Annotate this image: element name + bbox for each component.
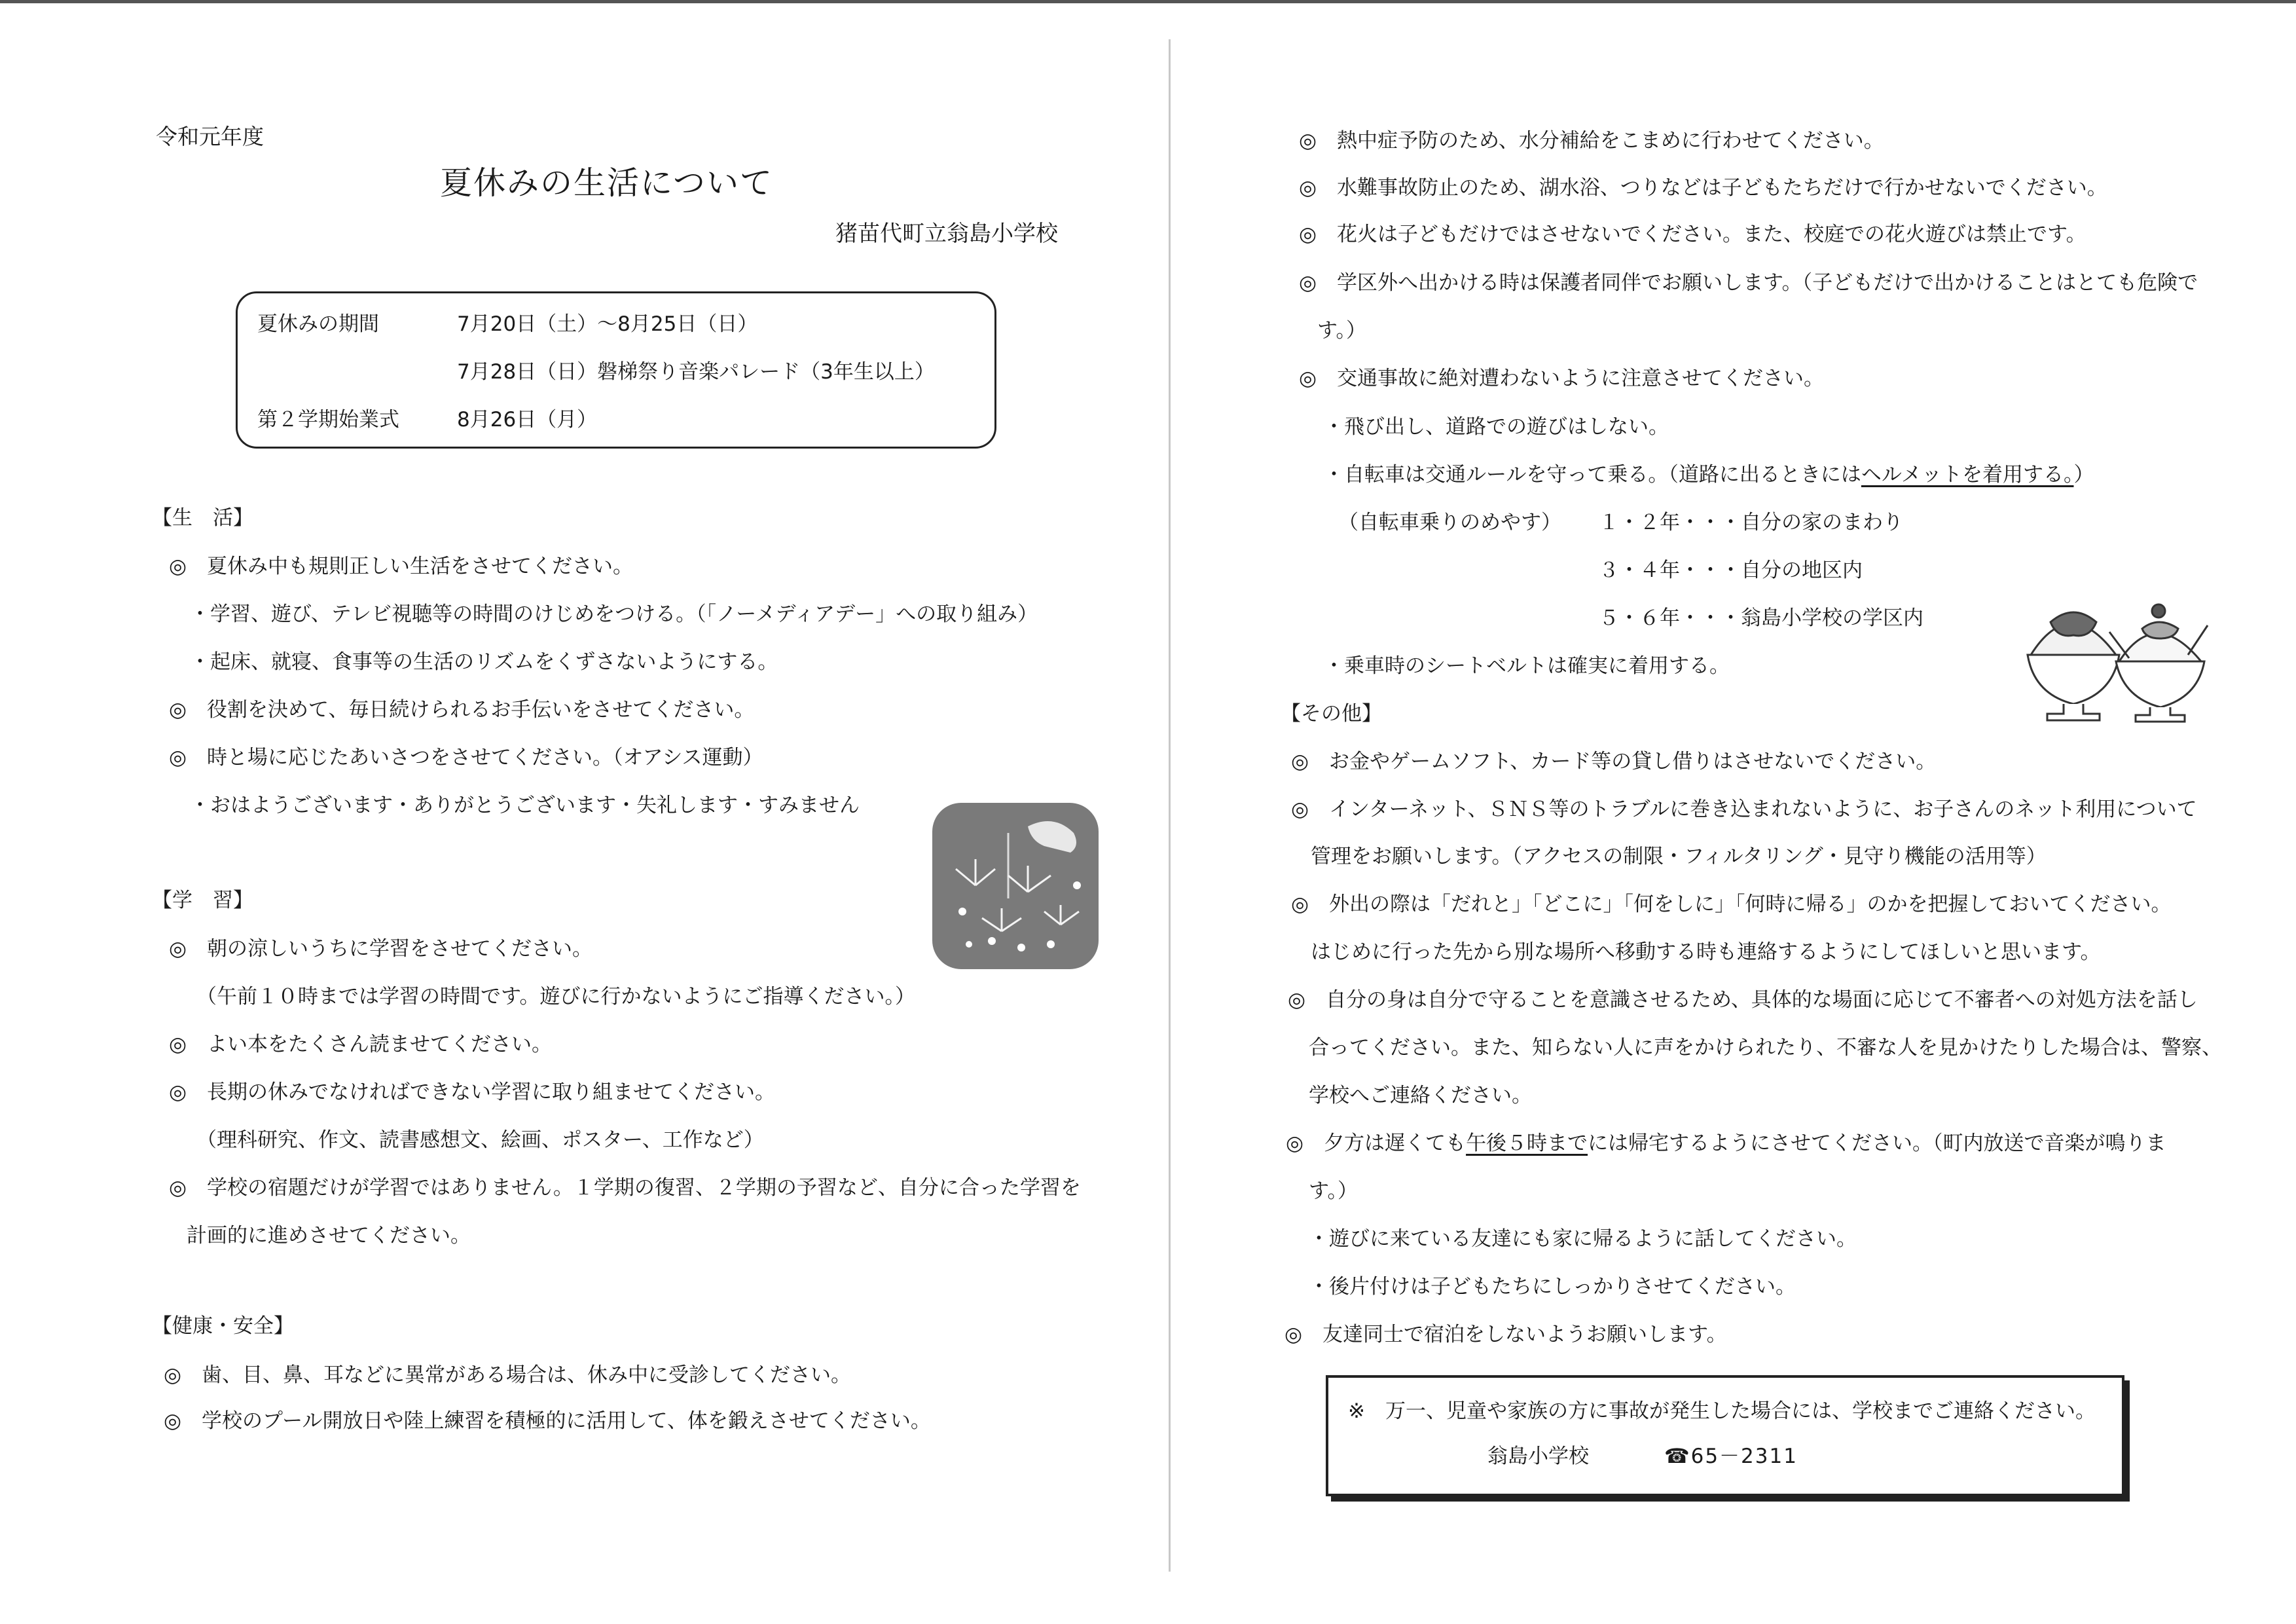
health-heading: 【健康・安全】 [152,1314,294,1338]
bike-guide-item: １・２年・・・自分の家のまわり [1599,511,1903,534]
safety-item: ・乗車時のシートベルトは確実に着用する。 [1324,654,1730,678]
other-item: はじめに行った先から別な場所へ移動する時も連絡するようにしてほしいと思います。 [1311,940,2101,964]
curfew-text-rest: には帰宅するようにさせてください。（町内放送で音楽が鳴りま [1588,1132,2166,1155]
curfew-text: ◎ 夕方は遅くても [1286,1132,1467,1155]
study-item: （午前１０時までは学習の時間です。遊びに行かないようにご指導ください。） [196,985,916,1008]
safety-item: ・飛び出し、道路での遊びはしない。 [1324,415,1669,439]
bowl-stand-right [2136,707,2185,722]
fireworks-illustration [930,800,1101,972]
cherry-icon [2152,604,2165,618]
safety-item: す。） [1317,319,1367,342]
era-label: 令和元年度 [156,124,264,149]
other-item: ◎ インターネット、ＳＮＳ等のトラブルに巻き込まれないように、お子さんのネット利用について [1291,798,2197,821]
period-value: 7月20日（土）～8月25日（日） [457,312,758,336]
other-heading: 【その他】 [1281,702,1382,726]
study-item: ◎ 朝の涼しいうちに学習をさせてください。 [169,937,593,961]
bowl-right [2116,661,2204,707]
life-heading: 【生 活】 [152,506,253,530]
safety-item: ◎ 花火は子どもだけではさせないでください。また、校庭での花火遊びは禁止です。 [1299,223,2086,246]
other-item: ・遊びに来ている友達にも家に帰るように話してください。 [1309,1227,1857,1251]
bike-guide-label: （自転車乗りのめやす） [1338,511,1561,534]
bike-rule-text: ・自転車は交通ルールを守って乗る。（道路に出るときには [1324,463,1861,487]
bowl-stand-left [2047,704,2100,720]
safety-item: ◎ 水難事故防止のため、湖水浴、つりなどは子どもたちだけで行かせないでください。 [1299,176,2107,200]
study-heading: 【学 習】 [152,889,253,912]
life-item: ・学習、遊び、テレビ視聴等の時間のけじめをつける。（「ノーメディアデー」への取り組み） [190,602,1038,626]
study-item: ◎ 長期の休みでなければできない学習に取り組ませてください。 [169,1080,776,1104]
other-item [1286,1134,2166,1154]
safety-item [1324,465,2094,485]
safety-item: ◎ 学区外へ出かける時は保護者同伴でお願いします。（子どもだけで出かけることはとても危険で [1299,271,2198,295]
bike-guide-item: ５・６年・・・翁島小学校の学区内 [1599,606,1923,630]
bike-rule-close: ） [2073,463,2094,487]
schedule-box [236,291,996,449]
document-title: 夏休みの生活について [440,164,774,202]
parade-value: 7月28日（日）磐梯祭り音楽パレード（3年生以上） [457,360,935,384]
study-item: ◎ よい本をたくさん読ませてください。 [169,1033,553,1056]
study-item: ◎ 学校の宿題だけが学習ではありません。１学期の復習、２学期の予習など、自分に合った学習を [169,1176,1081,1200]
other-item: ◎ お金やゲームソフト、カード等の貸し借りはさせないでください。 [1291,750,1937,773]
syrup-right [2142,622,2178,638]
syrup-left [2050,612,2096,636]
school-name: 猪苗代町立翁島小学校 [835,221,1058,247]
other-item: 学校へご連絡ください。 [1309,1084,1532,1107]
notice-text: ※ 万一、児童や家族の方に事故が発生した場合には、学校までご連絡ください。 [1348,1399,2096,1423]
life-item: ◎ 時と場に応じたあいさつをさせてください。（オアシス運動） [169,746,763,769]
other-item: ・後片付けは子どもたちにしっかりさせてください。 [1309,1275,1796,1299]
term-start-label: 第２学期始業式 [257,408,399,432]
study-item: （理科研究、作文、読書感想文、絵画、ポスター、工作など） [196,1128,764,1152]
other-item: 合ってください。また、知らない人に声をかけられたり、不審な人を見かけたりした場合は、警察、 [1309,1036,2222,1060]
notice-school: 翁島小学校 [1487,1445,1589,1468]
other-item: ◎ 自分の身は自分で守ることを意識させるため、具体的な場面に応じて不審者への対処方法を話し [1288,988,2198,1012]
emergency-notice-box [1326,1375,2124,1496]
safety-item: ◎ 熱中症予防のため、水分補給をこまめに行わせてください。 [1299,129,1884,153]
other-item: す。） [1309,1179,1358,1203]
term-start-value: 8月26日（月） [457,408,598,432]
life-item: ◎ 役割を決めて、毎日続けられるお手伝いをさせてください。 [169,698,755,722]
health-item: ◎ 歯、目、鼻、耳などに異常がある場合は、休み中に受診してください。 [164,1363,852,1387]
life-item: ・おはようございます・ありがとうございます・失礼します・すみません [190,794,860,817]
shaved-ice-illustration [2011,593,2221,733]
safety-item: ◎ 交通事故に絶対遭わないように注意させてください。 [1299,367,1825,390]
period-label: 夏休みの期間 [257,312,379,336]
health-item: ◎ 学校のプール開放日や陸上練習を積極的に活用して、体を鍛えさせてください。 [164,1409,931,1433]
life-item: ・起床、就寝、食事等の生活のリズムをくずさないようにする。 [190,650,778,674]
life-item: ◎ 夏休み中も規則正しい生活をさせてください。 [169,555,634,578]
other-item: ◎ 外出の際は「だれと」「どこに」「何をしに」「何時に帰る」のかを把握しておいてください。 [1291,893,2172,916]
other-item: ◎ 友達同士で宿泊をしないようお願いします。 [1285,1323,1727,1346]
curfew-emphasis: 午後５時まで [1466,1132,1588,1155]
helmet-emphasis: ヘルメットを着用する。 [1861,463,2074,487]
notice-phone: ☎65－2311 [1664,1445,1798,1468]
bike-guide-item: ３・４年・・・自分の地区内 [1599,559,1863,582]
bowl-left [2028,655,2119,704]
other-item: 管理をお願いします。（アクセスの制限・フィルタリング・見守り機能の活用等） [1311,845,2047,868]
study-item: 計画的に進めさせてください。 [187,1224,471,1247]
spoon-right [2188,625,2208,655]
